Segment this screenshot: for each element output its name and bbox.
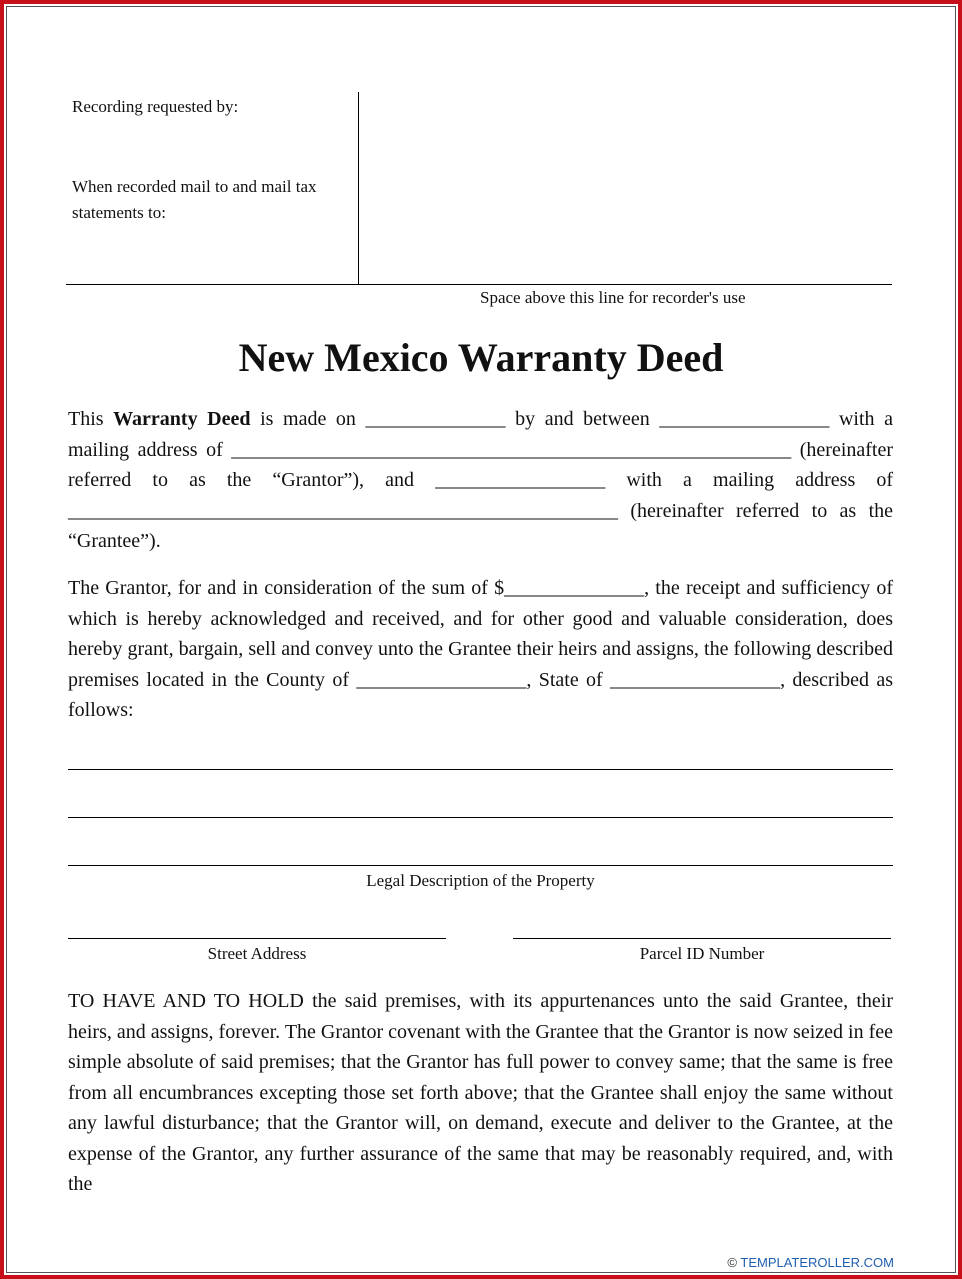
consideration-text-2: , the receipt and sufficiency of which is hereby acknowledged and received, and for other good and valuable consideration, does hereby grant, bargain, sell and convey unto the Grantee their heirs and assigns, the following described premises located in the County of [68, 577, 893, 691]
legal-description-line-3[interactable] [68, 865, 893, 866]
consideration-state-of: , State of [526, 668, 603, 691]
county-blank[interactable]: _________________ [356, 668, 527, 691]
watermark [727, 1255, 894, 1270]
recorder-use-note: Space above this line for recorder's use [480, 288, 746, 307]
habendum-paragraph: TO HAVE AND TO HOLD the said premises, with its appurtenances unto the said Grantee, their heirs, and assigns, forever. The Grantor covenant with the Grantee that the Grantor is now seized in fee simple absolute of said premises; that the Grantor has full power to convey same; that the same is free from all encumbrances excepting those set forth above; that the Grantee shall enjoy the same without any lawful disturbance; that the Grantor will, on demand, execute and deliver to the Grantee, at the expense of the Grantor, any further assurance of the same that may be reasonably required, and, with the [68, 990, 893, 1195]
legal-description-line-2[interactable] [68, 817, 893, 818]
recording-divider [358, 92, 359, 284]
sum-blank[interactable]: ______________ [504, 577, 645, 599]
parcel-id-line[interactable] [513, 938, 891, 939]
legal-description-caption: Legal Description of the Property [366, 871, 595, 890]
document-title: New Mexico Warranty Deed [238, 335, 724, 380]
intro-grantor-ref: (hereinafter referred to as the “Grantor”), and [68, 438, 894, 491]
intro-with-mailing: with a mailing address of [626, 469, 894, 491]
intro-this: This [68, 408, 104, 430]
copyright-symbol: © [727, 1255, 737, 1270]
intro-paragraph [68, 404, 893, 557]
grantee-address-blank[interactable]: _______________________________________________________ [68, 499, 618, 522]
intro-mailing-address: with a mailing address of [68, 408, 894, 461]
grantor-name-blank[interactable]: _________________ [659, 408, 830, 430]
watermark-site[interactable]: TEMPLATEROLLER.COM [740, 1255, 894, 1270]
recording-mail-to: When recorded mail to and mail tax statements to: [72, 177, 317, 222]
intro-grantee-ref: (hereinafter referred to as the “Grantee”). [68, 499, 894, 552]
grantee-name-blank[interactable]: _________________ [435, 469, 606, 491]
date-blank[interactable]: ______________ [365, 408, 506, 430]
intro-deed-name: Warranty Deed [113, 408, 251, 430]
recording-box [66, 92, 892, 285]
recording-requested-by: Recording requested by: [72, 97, 239, 116]
consideration-described: , described as follows: [68, 668, 894, 721]
intro-made-on: is made on [260, 408, 356, 430]
street-address-caption: Street Address [207, 944, 307, 963]
consideration-paragraph [68, 573, 893, 726]
grantor-address-blank[interactable]: ________________________________________________________ [231, 438, 792, 461]
state-blank[interactable]: _________________ [610, 668, 781, 691]
consideration-text-1: The Grantor, for and in consideration of the sum of $ [68, 577, 505, 599]
legal-description-line-1[interactable] [68, 769, 893, 770]
street-address-line[interactable] [68, 938, 446, 939]
intro-by-between: by and between [515, 408, 650, 430]
parcel-id-caption: Parcel ID Number [639, 944, 765, 963]
